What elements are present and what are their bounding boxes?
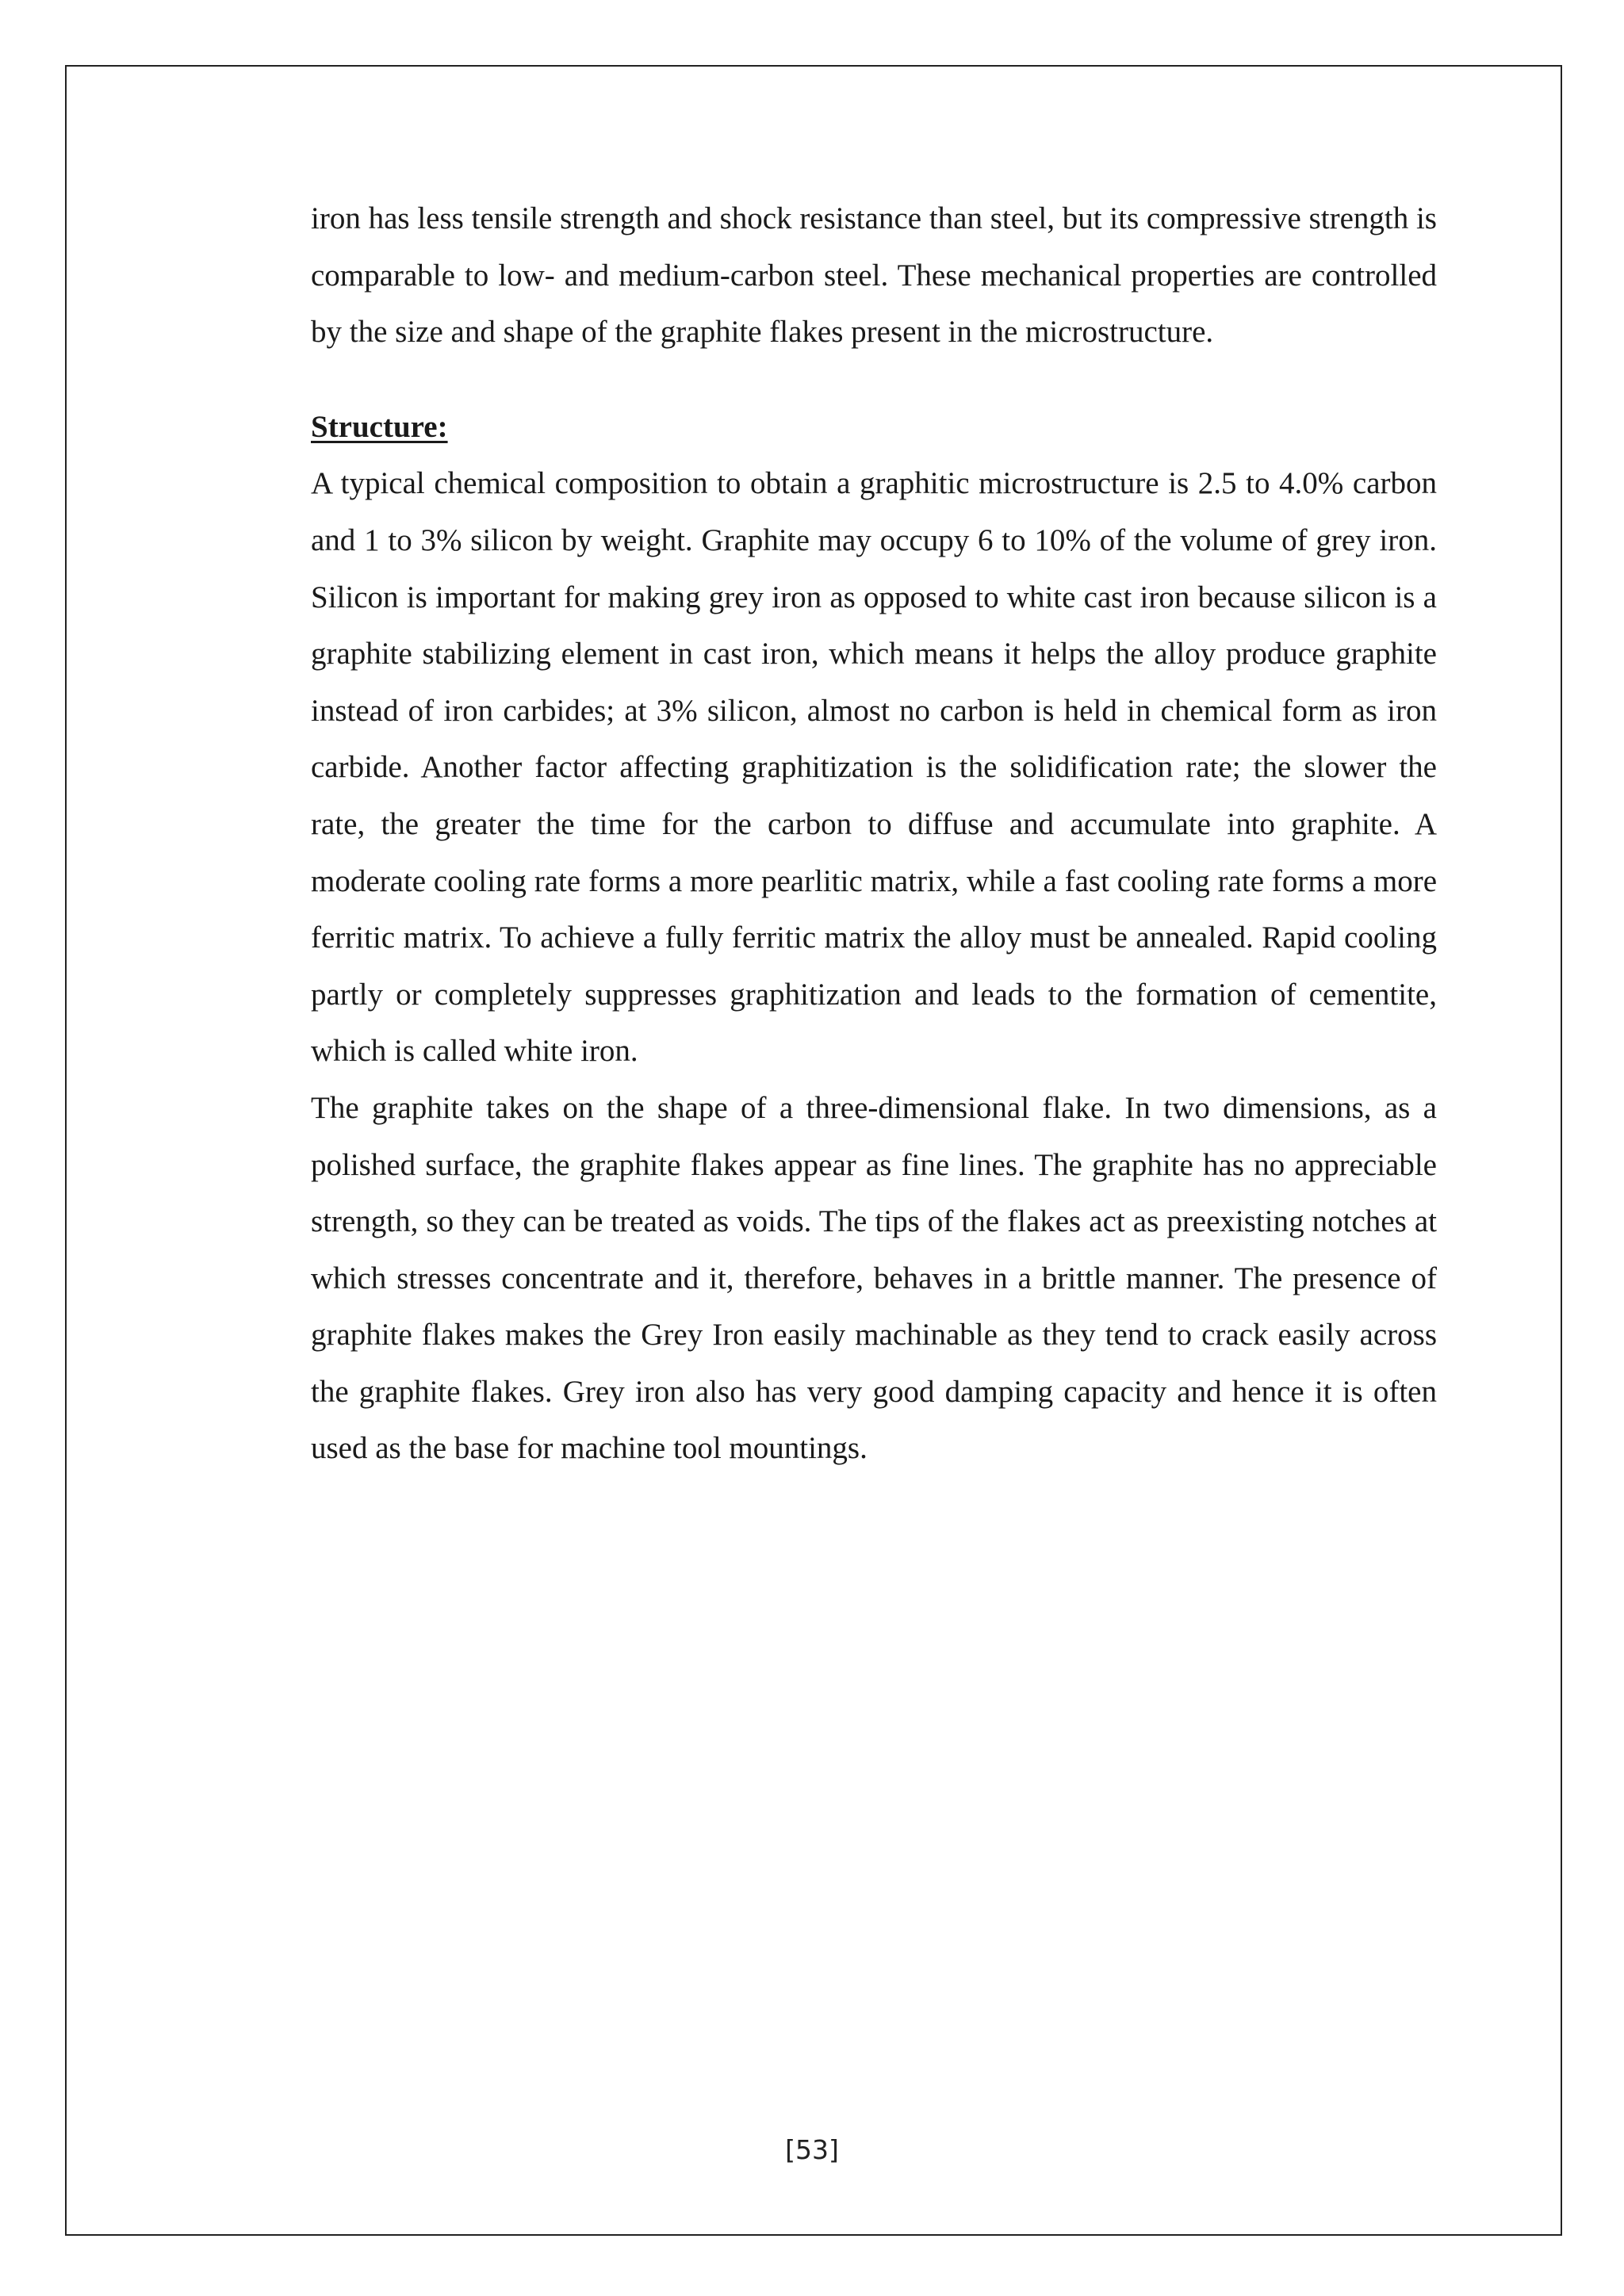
structure-paragraph-1: A typical chemical composition to obtain a graphitic microstructure is 2.5 to 4.0% carbon and 1 to 3% silicon by weight. Graphite may occupy 6 to 10% of the volume of grey iron. Silicon is important for making grey iron as opposed to white cast iron because silicon is a graphite stabilizing element in cast iron, which means it helps the alloy produce graphite instead of iron carbides; at 3% silicon, almost no carbon is held in chemical form as iron carbide. Another factor affecting graphitization is the solidification rate; the slower the rate, the greater the time for the carbon to diffuse and accumulate into graphite. A moderate cooling rate forms a more pearlitic matrix, while a fast cooling rate forms a more ferritic matrix. To achieve a fully ferritic matrix the alloy must be annealed. Rapid cooling partly or completely suppresses graphitization and leads to the formation of cementite, which is called white iron. (311, 466, 1437, 1069)
page-content (311, 190, 1437, 1477)
page-number: [53] (785, 2134, 839, 2165)
intro-paragraph: iron has less tensile strength and shock resistance than steel, but its compressive strength is comparable to low- and medium-carbon steel. These mechanical properties are controlled by the size and shape of the graphite flakes present in the microstructure. (311, 201, 1437, 350)
section-heading-structure: Structure: (311, 409, 448, 444)
structure-paragraph-2: The graphite takes on the shape of a three-dimensional flake. In two dimensions, as a polished surface, the graphite flakes appear as fine lines. The graphite has no appreciable strength, so they can be treated as voids. The tips of the flakes act as preexisting notches at which stresses concentrate and it, therefore, behaves in a brittle manner. The presence of graphite flakes makes the Grey Iron easily machinable as they tend to crack easily across the graphite flakes. Grey iron also has very good damping capacity and hence it is often used as the base for machine tool mountings. (311, 1090, 1437, 1466)
